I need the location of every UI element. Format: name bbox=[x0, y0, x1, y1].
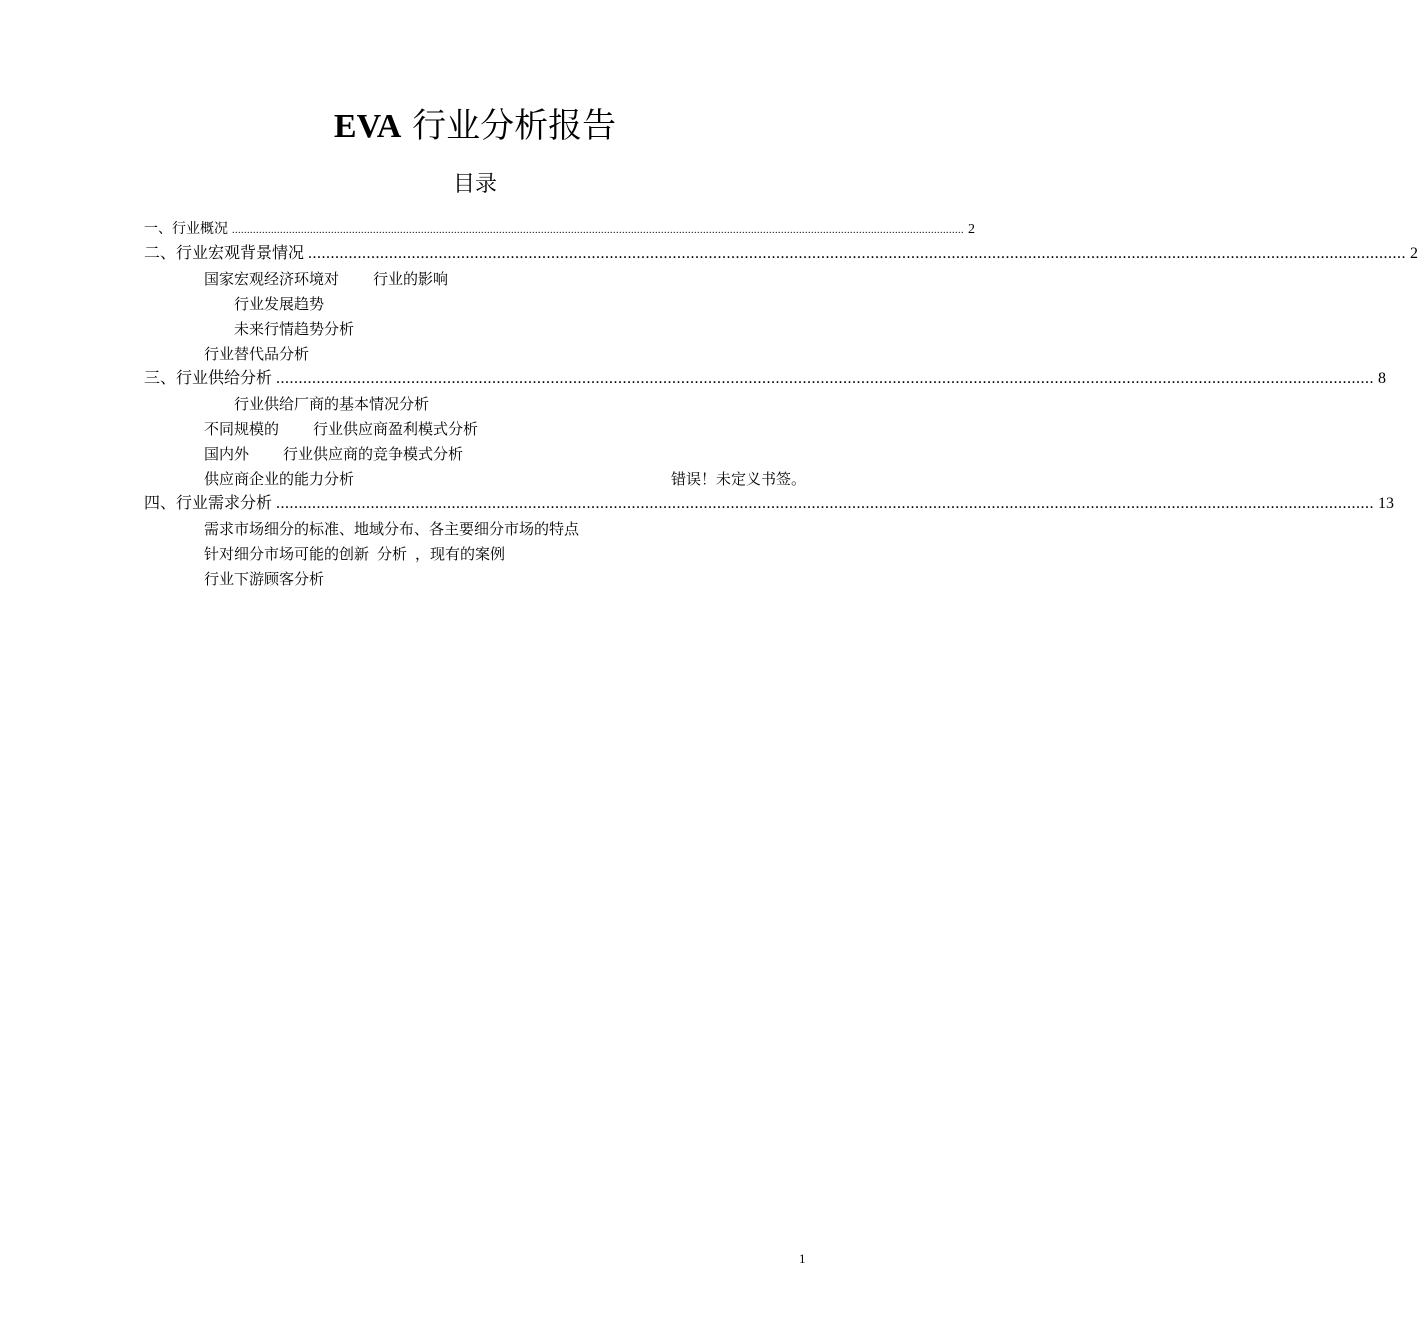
toc-entry-label-part: ，现有的案例 bbox=[415, 545, 506, 563]
toc-entry-market-segmentation[interactable] bbox=[204, 518, 579, 539]
toc-dot-leader: .................................................................................................................................................................................................................................................... bbox=[276, 370, 1375, 387]
toc-entry-substitutes[interactable] bbox=[204, 343, 309, 364]
toc-entry-label-part: 行业的影响 bbox=[373, 270, 449, 288]
toc-entry-label-part: 行业供给分析 bbox=[176, 368, 273, 387]
toc-entry-innovation-cases[interactable] bbox=[204, 543, 505, 564]
toc-entry-label: 未来行情趋势分析 bbox=[234, 320, 355, 338]
toc-dot-leader: .................................................................................................................................................................................................................................................... bbox=[276, 495, 1375, 512]
toc-dot-leader: .................................................................................................................................................................................................................................................... bbox=[232, 225, 964, 236]
toc-entry-label: 二、行业宏观背景情况 bbox=[144, 243, 305, 262]
toc-dot-leader: .................................................................................................................................................................................................................................................... bbox=[308, 245, 1407, 262]
toc-entry-profit-models[interactable] bbox=[204, 418, 478, 439]
toc-entry-label-part: 针对细分市场可能的创新 bbox=[204, 545, 370, 563]
toc-entry-label-part: 不同规模的 bbox=[204, 420, 280, 438]
toc-heading: 目录 bbox=[452, 172, 497, 197]
toc-entry-page: 2 bbox=[1410, 245, 1418, 262]
toc-entry-label: 行业替代品分析 bbox=[204, 345, 310, 363]
toc-entry-development-trend[interactable] bbox=[234, 293, 324, 314]
toc-entry-label: 一、行业概况 bbox=[144, 221, 228, 237]
toc-entry-page: 13 bbox=[1378, 495, 1395, 512]
toc-entry-label-part: 国内外 bbox=[204, 445, 250, 463]
toc-entry-label: 四、行业需求分析 bbox=[144, 493, 273, 512]
title-chinese: 行业分析报告 bbox=[412, 106, 617, 146]
toc-entry-page: 8 bbox=[1378, 370, 1387, 387]
toc-entry-demand-analysis[interactable] bbox=[144, 490, 1395, 513]
toc-entry-label: 需求市场细分的标准、地域分布、各主要细分市场的特点 bbox=[204, 520, 580, 538]
bookmark-error-text: 错误！未定义书签。 bbox=[670, 470, 806, 488]
toc-entry-supply-analysis[interactable] bbox=[144, 365, 1387, 388]
toc-entry-competition-models[interactable] bbox=[204, 443, 463, 464]
toc-entry-macro-impact[interactable] bbox=[204, 268, 448, 289]
toc-entry-label: 行业供给厂商的基本情况分析 bbox=[234, 395, 430, 413]
toc-entry-label-part: 行业供应商盈利模式分析 bbox=[313, 420, 479, 438]
toc-entry-macro-background[interactable] bbox=[144, 240, 1418, 263]
toc-entry-label: 行业发展趋势 bbox=[234, 295, 325, 313]
toc-entry-capability[interactable] bbox=[204, 468, 354, 489]
toc-entry-label-part: 行业供应商的竞争模式分析 bbox=[283, 445, 464, 463]
toc-entry-page: 2 bbox=[968, 222, 975, 237]
toc-entry-downstream-customers[interactable] bbox=[204, 568, 324, 589]
toc-entry-label-part: 国家宏观经济环境对 bbox=[204, 270, 340, 288]
toc-entry-label-part: 分析 bbox=[377, 545, 408, 563]
title-latin: EVA bbox=[333, 108, 402, 145]
toc-entry-industry-overview[interactable] bbox=[144, 218, 975, 238]
toc-entry-label-part: 三、 bbox=[144, 368, 177, 387]
toc-entry-label: 行业下游顾客分析 bbox=[204, 570, 325, 588]
toc-entry-label: 供应商企业的能力分析 bbox=[204, 470, 355, 488]
toc-entry-supplier-basics[interactable] bbox=[234, 393, 429, 414]
toc-entry-future-trend[interactable] bbox=[234, 318, 354, 339]
page-number: 1 bbox=[799, 1251, 806, 1266]
